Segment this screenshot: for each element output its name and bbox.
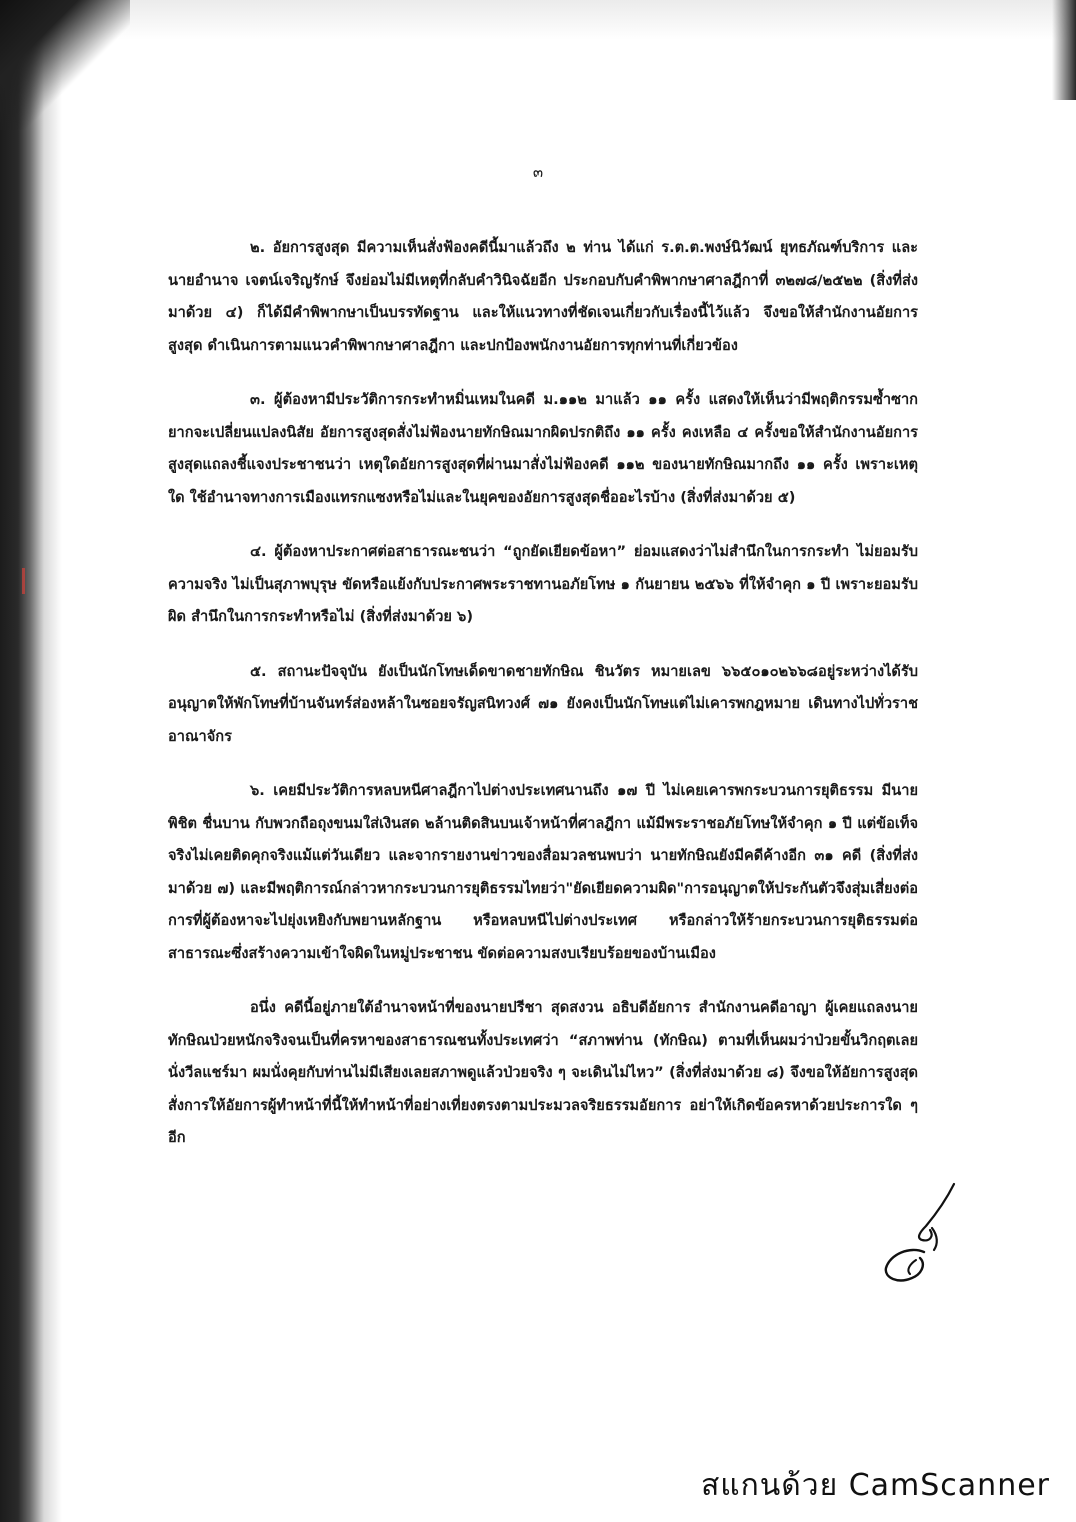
scan-top-shadow bbox=[0, 0, 1076, 40]
document-body bbox=[168, 232, 918, 1177]
scan-left-shadow bbox=[0, 0, 70, 1522]
paragraph-5: ๕. สถานะปัจจุบัน ยังเป็นนักโทษเด็ดขาดชายทักษิณ ชินวัตร หมายเลข ๖๖๕๐๑๐๒๖๖๘อยู่ระหว่างได้รับอนุญาตให้พักโทษที่บ้านจันทร์ส่องหล้าในซอยจรัญสนิทวงศ์ ๗๑ ยังคงเป็นนักโทษแต่ไม่เคารพกฎหมาย เดินทางไปทั่วราชอาณาจักร bbox=[168, 662, 918, 745]
scan-corner-shadow bbox=[0, 0, 130, 130]
paragraph-6: ๖. เคยมีประวัติการหลบหนีศาลฎีกาไปต่างประเทศนานถึง ๑๗ ปี ไม่เคยเคารพกระบวนการยุติธรรม มีนายพิชิต ชื่นบาน กับพวกถือถุงขนมใส่เงินสด ๒ล้านติดสินบนเจ้าหน้าที่ศาลฎีกา แม้มีพระราชอภัยโทษให้จำคุก ๑ ปี แต่ข้อเท็จจริงไม่เคยติดคุกจริงแม้แต่วันเดียว และจากรายงานข่าวของสื่อมวลชนพบว่า นายทักษิณยังมีคดีค้างอีก ๓๑ คดี (สิ่งที่ส่งมาด้วย ๗) และมีพฤติการณ์กล่าวหากระบวนการยุติธรรมไทยว่า"ยัดเยียดความผิด"การอนุญาตให้ประกันตัวจึงสุ่มเสี่ยงต่อการที่ผู้ต้องหาจะไปยุ่งเหยิงกับพยานหลักฐาน หรือหลบหนีไปต่างประเทศ หรือกล่าวให้ร้ายกระบวนการยุติธรรมต่อสาธารณะซึ่งสร้างความเข้าใจผิดในหมู่ประชาชน ขัดต่อความสงบเรียบร้อยของบ้านเมือง bbox=[168, 782, 918, 962]
page-number: ๓ bbox=[532, 163, 544, 181]
paragraph-3: ๓. ผู้ต้องหามีประวัติการกระทำหมิ่นเหมในคดี ม.๑๑๒ มาแล้ว ๑๑ ครั้ง แสดงให้เห็นว่ามีพฤติกรรมซ้ำซาก ยากจะเปลี่ยนแปลงนิสัย อัยการสูงสุดสั่งไม่ฟ้องนายทักษิณมากผิดปรกติถึง ๑๑ ครั้ง คงเหลือ ๔ ครั้งขอให้สำนักงานอัยการสูงสุดแถลงชี้แจงประชาชนว่า เหตุใดอัยการสูงสุดที่ผ่านมาสั่งไม่ฟ้องคดี ๑๑๒ ของนายทักษิณมากถึง ๑๑ ครั้ง เพราะเหตุใด ใช้อำนาจทางการเมืองแทรกแซงหรือไม่และในยุคของอัยการสูงสุดชื่ออะไรบ้าง (สิ่งที่ส่งมาด้วย ๕) bbox=[168, 391, 918, 506]
paragraph-note: อนึ่ง คดีนี้อยู่ภายใต้อำนาจหน้าที่ของนายปรีชา สุดสงวน อธิบดีอัยการ สำนักงานคดีอาญา ผู้เคยแถลงนายทักษิณป่วยหนักจริงจนเป็นที่ครหาของสาธารณชนทั้งประเทศว่า “สภาพท่าน (ทักษิณ) ตามที่เห็นผมว่าป่วยขั้นวิกฤตเลย นั่งวีลแชร์มา ผมนั่งคุยกับท่านไม่มีเสียงเลยสภาพดูแล้วป่วยจริง ๆ จะเดินไม่ไหว” (สิ่งที่ส่งมาด้วย ๘) จึงขอให้อัยการสูงสุดสั่งการให้อัยการผู้ทำหน้าที่นี้ให้ทำหน้าที่อย่างเที่ยงตรงตามประมวลจริยธรรมอัยการ อย่าให้เกิดข้อครหาด้วยประการใด ๆ อีก bbox=[168, 999, 918, 1146]
paragraph-4: ๔. ผู้ต้องหาประกาศต่อสาธารณะชนว่า “ถูกยัดเยียดข้อหา” ย่อมแสดงว่าไม่สำนึกในการกระทำ ไม่ยอมรับความจริง ไม่เป็นสุภาพบุรุษ ขัดหรือแย้งกับประกาศพระราชทานอภัยโทษ ๑ กันยายน ๒๕๖๖ ที่ให้จำคุก ๑ ปี เพราะยอมรับผิด สำนึกในการกระทำหรือไม่ (สิ่งที่ส่งมาด้วย ๖) bbox=[168, 543, 918, 625]
handwritten-signature bbox=[876, 1180, 966, 1290]
paragraph-2: ๒. อัยการสูงสุด มีความเห็นสั่งฟ้องคดีนี้มาแล้วถึง ๒ ท่าน ได้แก่ ร.ต.ต.พงษ์นิวัฒน์ ยุทธภัณฑ์บริการ และนายอำนาจ เจตน์เจริญรักษ์ จึงย่อมไม่มีเหตุที่กลับคำวินิจฉัยอีก ประกอบกับคำพิพากษาศาลฎีกาที่ ๓๒๗๘/๒๕๒๒ (สิ่งที่ส่งมาด้วย ๔) ก็ได้มีคำพิพากษาเป็นบรรทัดฐาน และให้แนวทางที่ชัดเจนเกี่ยวกับเรื่องนี้ไว้แล้ว จึงขอให้สำนักงานอัยการสูงสุด ดำเนินการตามแนวคำพิพากษาศาลฎีกา และปกป้องพนักงานอัยการทุกท่านที่เกี่ยวข้อง bbox=[168, 239, 918, 354]
scan-red-mark bbox=[22, 568, 25, 594]
camscanner-watermark: สแกนด้วย CamScanner bbox=[700, 1468, 1050, 1503]
scan-right-edge bbox=[1052, 0, 1076, 100]
